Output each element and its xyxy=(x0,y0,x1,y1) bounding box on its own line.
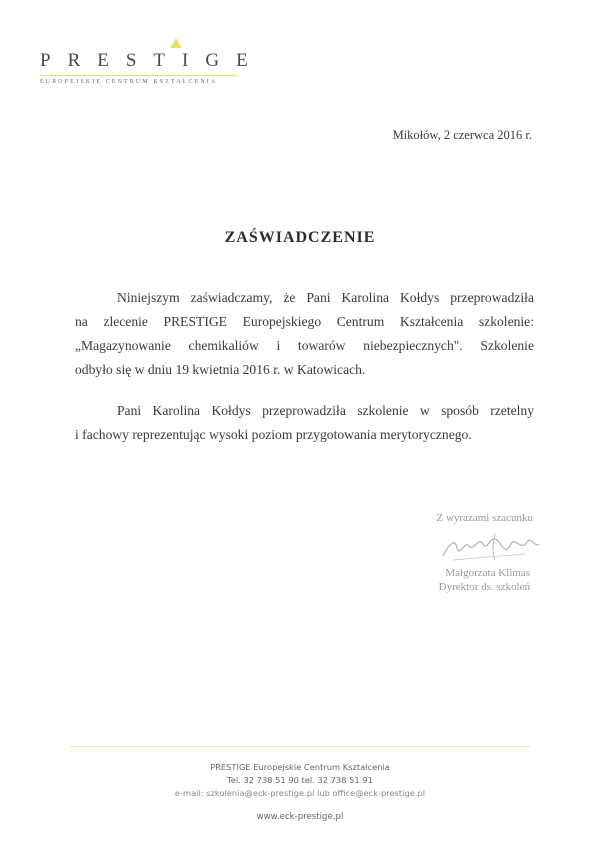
handwritten-signature xyxy=(435,526,545,566)
signatory-name: Małgorzata Klimas xyxy=(445,567,530,579)
paragraph-2 xyxy=(75,399,534,447)
logo-subtitle: EUROPEJSKIE CENTRUM KSZTAŁCENIA xyxy=(40,79,218,85)
footer-website[interactable]: www.eck-prestige.pl xyxy=(256,812,344,822)
closing-regards: Z wyrazami szacunku xyxy=(436,512,533,524)
paragraph-line: i fachowy reprezentując wysoki poziom przygotowania merytorycznego. xyxy=(75,427,472,442)
footer-phone: Tel. 32 738 51 90 tel. 32 738 51 91 xyxy=(227,775,373,785)
paragraph-line: Pani Karolina Kołdys przeprowadziła szkolenie w sposób rzetelny xyxy=(117,403,534,418)
document-date: Mikołów, 2 czerwca 2016 r. xyxy=(392,128,532,142)
triangle-icon xyxy=(170,38,182,48)
footer-divider xyxy=(70,746,530,747)
signatory-role: Dyrektor ds. szkoleń xyxy=(438,581,530,593)
paragraph-line: odbyło się w dniu 19 kwietnia 2016 r. w Katowicach. xyxy=(75,362,366,377)
logo-name: PRESTIGE xyxy=(40,50,265,71)
paragraph-line: Niniejszym zaświadczamy, że Pani Karolina Kołdys przeprowadziła xyxy=(117,290,534,305)
logo-divider xyxy=(40,75,236,76)
footer-company: PRESTIGE Europejskie Centrum Kształcenia xyxy=(210,762,390,772)
footer-email[interactable]: e-mail: szkolenia@eck-prestige.pl lub office@eck-prestige.pl xyxy=(174,788,426,798)
paragraph-line: na zlecenie PRESTIGE Europejskiego Centrum Kształcenia szkolenie: xyxy=(75,314,534,329)
paragraph-1 xyxy=(75,286,534,382)
document-title: ZAŚWIADCZENIE xyxy=(224,229,376,246)
paragraph-line: „Magazynowanie chemikaliów i towarów niebezpiecznych". Szkolenie xyxy=(75,338,534,353)
